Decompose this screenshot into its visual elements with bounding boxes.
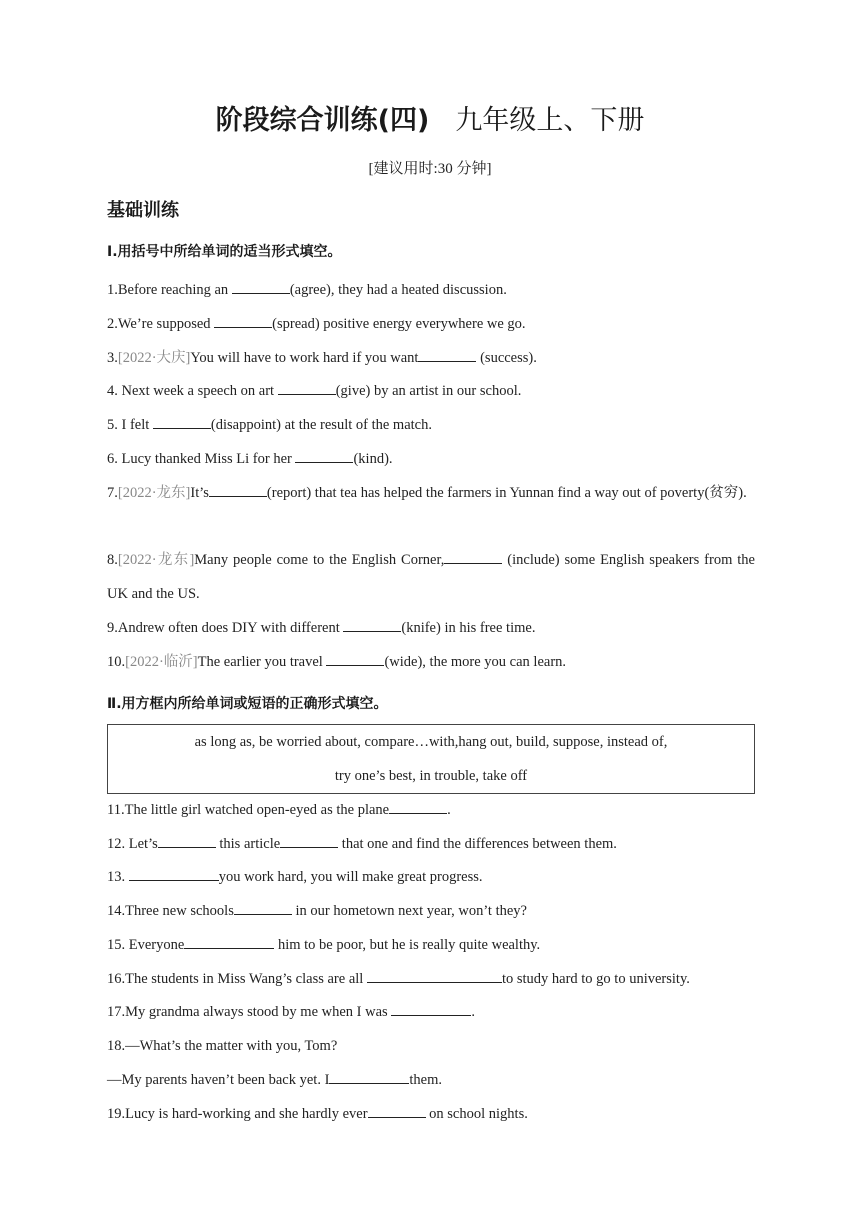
answer-blank[interactable] (326, 651, 384, 666)
answer-blank[interactable] (295, 448, 353, 463)
source-tag: [2022·临沂] (125, 654, 198, 670)
answer-blank[interactable] (391, 1001, 471, 1016)
section-heading: 基础训练 (107, 200, 179, 221)
answer-blank[interactable] (280, 833, 338, 848)
question-2: 2.We’re supposed (spread) positive energy everywhere we go. (107, 308, 755, 342)
word-box-line: as long as, be worried about, compare…with,hang out, build, suppose, instead of, (194, 734, 668, 750)
title-main: 阶段综合训练(四) (215, 105, 430, 136)
question-17: 17.My grandma always stood by me when I was . (107, 996, 755, 1030)
answer-blank[interactable] (214, 313, 272, 328)
question-10: 10.[2022·临沂]The earlier you travel (wide), the more you can learn. (107, 646, 755, 680)
answer-blank[interactable] (129, 866, 219, 881)
question-9: 9.Andrew often does DIY with different (knife) in his free time. (107, 612, 755, 646)
question-18: 18.—What’s the matter with you, Tom? (107, 1038, 338, 1054)
source-tag: [2022·龙东] (117, 485, 191, 501)
question-8: 8.[2022·龙东]Many people come to the English Corner, (include) some English speakers from the UK and the US. (107, 544, 755, 611)
question-1: 1.Before reaching an (agree), they had a heated discussion. (107, 274, 755, 308)
answer-blank[interactable] (153, 414, 211, 429)
question-3: 3.[2022·大庆]You will have to work hard if you want (success). (107, 342, 755, 376)
answer-blank[interactable] (389, 799, 447, 814)
answer-blank[interactable] (444, 549, 502, 564)
question-6: 6. Lucy thanked Miss Li for her (kind). (107, 443, 755, 477)
answer-blank[interactable] (209, 482, 267, 497)
answer-blank[interactable] (158, 833, 216, 848)
question-11: 11.The little girl watched open-eyed as the plane . (107, 794, 755, 828)
answer-blank[interactable] (368, 1103, 426, 1118)
question-18-reply: —My parents haven’t been back yet. I them. (107, 1064, 755, 1098)
word-box (107, 724, 755, 794)
answer-blank[interactable] (329, 1069, 409, 1084)
answer-blank[interactable] (232, 279, 290, 294)
source-tag: [2022·大庆] (117, 350, 191, 366)
answer-blank[interactable] (234, 900, 292, 915)
answer-blank[interactable] (343, 617, 401, 632)
source-tag: [2022·龙东] (117, 552, 195, 568)
answer-blank[interactable] (278, 380, 336, 395)
question-4: 4. Next week a speech on art (give) by an artist in our school. (107, 375, 755, 409)
question-12: 12. Let’s this article that one and find the differences between them. (107, 828, 755, 862)
part2-heading: Ⅱ.用方框内所给单词或短语的正确形式填空。 (107, 696, 388, 712)
question-13: 13. you work hard, you will make great progress. (107, 861, 755, 895)
part1-heading: Ⅰ.用括号中所给单词的适当形式填空。 (107, 244, 342, 260)
question-15: 15. Everyone him to be poor, but he is really quite wealthy. (107, 929, 755, 963)
word-box-line: try one’s best, in trouble, take off (334, 768, 528, 784)
time-hint: [建议用时:30 分钟] (368, 161, 492, 177)
question-14: 14.Three new schools in our hometown next year, won’t they? (107, 895, 755, 929)
answer-blank[interactable] (184, 934, 274, 949)
question-5: 5. I felt (disappoint) at the result of the match. (107, 409, 755, 443)
answer-blank[interactable] (367, 968, 502, 983)
question-16: 16.The students in Miss Wang’s class are all to study hard to go to university. (107, 963, 755, 997)
question-19: 19.Lucy is hard-working and she hardly ever on school nights. (107, 1098, 755, 1132)
answer-blank[interactable] (418, 347, 476, 362)
page-title (0, 98, 860, 137)
question-7: 7.[2022·龙东]It’s (report) that tea has helped the farmers in Yunnan find a way out of poverty(贫穷). (107, 477, 755, 511)
title-sub: 九年级上、下册 (455, 105, 645, 136)
